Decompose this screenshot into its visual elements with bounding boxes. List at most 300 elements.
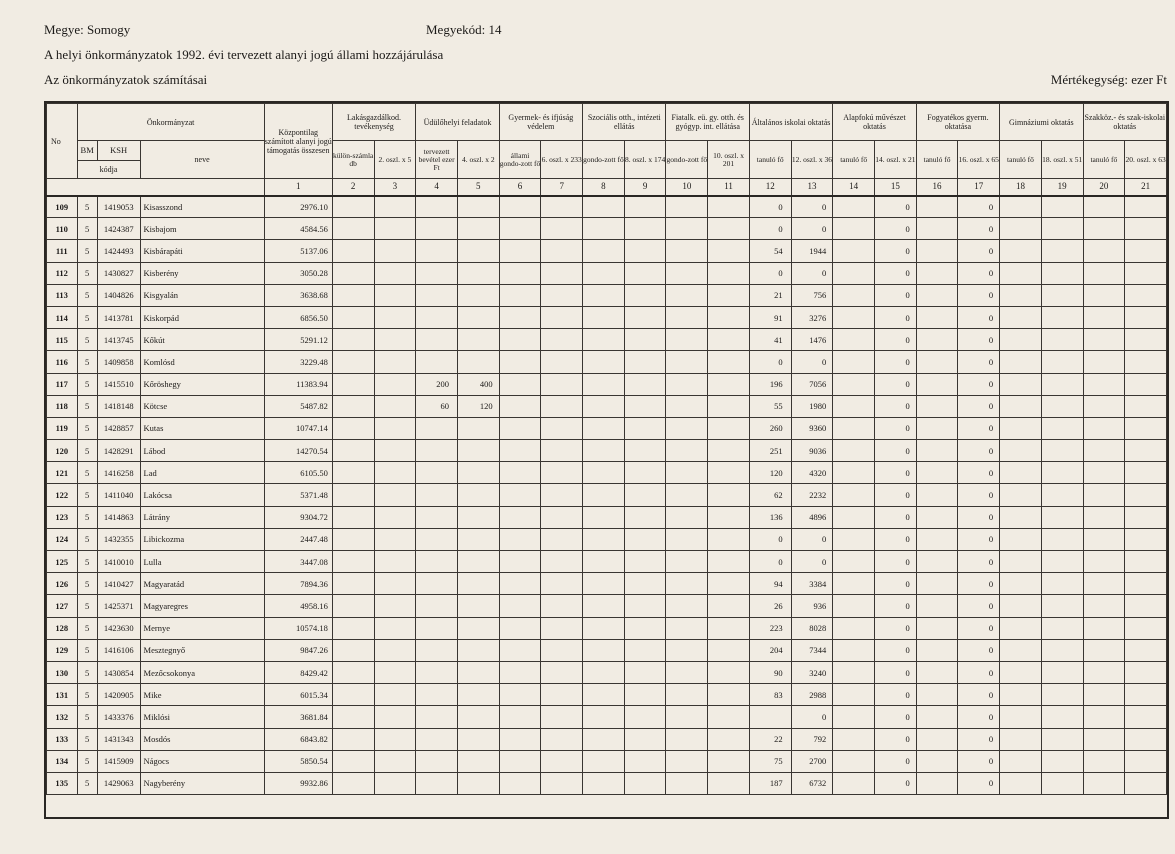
cell-c14 xyxy=(833,329,875,351)
row-number: 118 xyxy=(47,395,78,417)
row-number: 123 xyxy=(47,506,78,528)
row-number: 127 xyxy=(47,595,78,617)
cell-c13: 756 xyxy=(791,284,833,306)
cell-c6 xyxy=(499,750,541,772)
cell-c13: 1476 xyxy=(791,329,833,351)
cell-c9 xyxy=(624,506,666,528)
header-number-blank xyxy=(47,179,265,196)
cell-c13: 8028 xyxy=(791,617,833,639)
cell-c12: 0 xyxy=(749,351,791,373)
cell-c16 xyxy=(916,772,958,794)
cell-c21 xyxy=(1125,351,1167,373)
cell-c4 xyxy=(416,196,458,218)
cell-c21 xyxy=(1125,462,1167,484)
cell-c5 xyxy=(457,506,499,528)
cell-c7 xyxy=(541,417,583,439)
cell-c21 xyxy=(1125,440,1167,462)
cell-c3 xyxy=(374,528,416,550)
municipality-name: Lábod xyxy=(140,440,264,462)
cell-c17: 0 xyxy=(958,506,1000,528)
cell-c21 xyxy=(1125,484,1167,506)
cell-c4 xyxy=(416,617,458,639)
cell-c14 xyxy=(833,528,875,550)
cell-c5 xyxy=(457,639,499,661)
cell-c8 xyxy=(583,706,625,728)
cell-c19 xyxy=(1041,329,1083,351)
bm-code: 5 xyxy=(77,373,97,395)
ksh-code: 1404826 xyxy=(97,284,140,306)
cell-c17: 0 xyxy=(958,772,1000,794)
cell-c10 xyxy=(666,706,708,728)
cell-c13: 792 xyxy=(791,728,833,750)
cell-c16 xyxy=(916,639,958,661)
cell-c17: 0 xyxy=(958,573,1000,595)
table-row xyxy=(47,684,1167,706)
header-kozponti: Központilag számított alanyi jogú támogatás összesen xyxy=(264,104,332,179)
cell-c14 xyxy=(833,306,875,328)
ksh-code: 1419053 xyxy=(97,196,140,218)
header-sub: gondo-zott fő xyxy=(666,141,708,179)
bm-code: 5 xyxy=(77,351,97,373)
cell-c17: 0 xyxy=(958,706,1000,728)
cell-c6 xyxy=(499,639,541,661)
cell-c20 xyxy=(1083,351,1125,373)
cell-c20 xyxy=(1083,595,1125,617)
cell-c13: 1980 xyxy=(791,395,833,417)
cell-c20 xyxy=(1083,329,1125,351)
header-column-number: 20 xyxy=(1083,179,1125,196)
data-table-frame xyxy=(44,101,1169,819)
cell-c9 xyxy=(624,706,666,728)
cell-c9 xyxy=(624,329,666,351)
cell-c20 xyxy=(1083,373,1125,395)
cell-c13: 7344 xyxy=(791,639,833,661)
cell-c7 xyxy=(541,595,583,617)
header-column-number: 10 xyxy=(666,179,708,196)
cell-c17: 0 xyxy=(958,484,1000,506)
cell-c2 xyxy=(332,284,374,306)
header-sub: 8. oszl. x 174 xyxy=(624,141,666,179)
cell-c8 xyxy=(583,684,625,706)
cell-c6 xyxy=(499,329,541,351)
cell-c13: 3384 xyxy=(791,573,833,595)
cell-c6 xyxy=(499,240,541,262)
table-row xyxy=(47,706,1167,728)
row-number: 117 xyxy=(47,373,78,395)
cell-c5: 120 xyxy=(457,395,499,417)
cell-c17: 0 xyxy=(958,661,1000,683)
cell-c14 xyxy=(833,573,875,595)
ksh-code: 1430827 xyxy=(97,262,140,284)
cell-c11 xyxy=(708,661,750,683)
row-number: 114 xyxy=(47,306,78,328)
ksh-code: 1424493 xyxy=(97,240,140,262)
cell-c8 xyxy=(583,528,625,550)
table-row xyxy=(47,329,1167,351)
cell-c12: 21 xyxy=(749,284,791,306)
table-row xyxy=(47,440,1167,462)
header-column-number: 2 xyxy=(332,179,374,196)
cell-c16 xyxy=(916,329,958,351)
header-sub: 18. oszl. x 51 xyxy=(1041,141,1083,179)
cell-c10 xyxy=(666,196,708,218)
cell-c7 xyxy=(541,240,583,262)
cell-c2 xyxy=(332,573,374,595)
cell-c15: 0 xyxy=(875,484,917,506)
cell-c17: 0 xyxy=(958,728,1000,750)
cell-c11 xyxy=(708,772,750,794)
table-row xyxy=(47,395,1167,417)
cell-c4 xyxy=(416,240,458,262)
cell-c5 xyxy=(457,595,499,617)
cell-c9 xyxy=(624,750,666,772)
cell-c5 xyxy=(457,661,499,683)
cell-c21 xyxy=(1125,306,1167,328)
cell-c16 xyxy=(916,306,958,328)
cell-c14 xyxy=(833,551,875,573)
cell-c7 xyxy=(541,218,583,240)
row-number: 111 xyxy=(47,240,78,262)
bm-code: 5 xyxy=(77,750,97,772)
cell-c9 xyxy=(624,484,666,506)
cell-c4 xyxy=(416,528,458,550)
cell-c4: 200 xyxy=(416,373,458,395)
cell-c20 xyxy=(1083,306,1125,328)
header-sub: 10. oszl. x 201 xyxy=(708,141,750,179)
total-support: 3229.48 xyxy=(264,351,332,373)
cell-c13: 0 xyxy=(791,196,833,218)
table-row xyxy=(47,306,1167,328)
cell-c12: 196 xyxy=(749,373,791,395)
cell-c7 xyxy=(541,196,583,218)
ksh-code: 1431343 xyxy=(97,728,140,750)
table-row xyxy=(47,639,1167,661)
cell-c6 xyxy=(499,772,541,794)
table-row xyxy=(47,284,1167,306)
cell-c15: 0 xyxy=(875,661,917,683)
cell-c14 xyxy=(833,595,875,617)
municipality-name: Kisbárapáti xyxy=(140,240,264,262)
cell-c21 xyxy=(1125,728,1167,750)
row-number: 109 xyxy=(47,196,78,218)
municipality-name: Magyaratád xyxy=(140,573,264,595)
municipality-name: Kőkút xyxy=(140,329,264,351)
municipality-name: Látrány xyxy=(140,506,264,528)
cell-c9 xyxy=(624,417,666,439)
cell-c2 xyxy=(332,750,374,772)
cell-c7 xyxy=(541,661,583,683)
cell-c12: 90 xyxy=(749,661,791,683)
cell-c14 xyxy=(833,617,875,639)
cell-c6 xyxy=(499,573,541,595)
cell-c6 xyxy=(499,417,541,439)
cell-c7 xyxy=(541,639,583,661)
table-row xyxy=(47,617,1167,639)
cell-c14 xyxy=(833,462,875,484)
cell-c7 xyxy=(541,684,583,706)
cell-c2 xyxy=(332,240,374,262)
cell-c11 xyxy=(708,262,750,284)
cell-c20 xyxy=(1083,284,1125,306)
cell-c11 xyxy=(708,617,750,639)
cell-c12: 91 xyxy=(749,306,791,328)
cell-c16 xyxy=(916,595,958,617)
cell-c13: 4320 xyxy=(791,462,833,484)
cell-c6 xyxy=(499,262,541,284)
cell-c3 xyxy=(374,462,416,484)
cell-c20 xyxy=(1083,417,1125,439)
cell-c16 xyxy=(916,728,958,750)
bm-code: 5 xyxy=(77,417,97,439)
ksh-code: 1415510 xyxy=(97,373,140,395)
cell-c12: 0 xyxy=(749,218,791,240)
cell-c14 xyxy=(833,728,875,750)
total-support: 10574.18 xyxy=(264,617,332,639)
ksh-code: 1428291 xyxy=(97,440,140,462)
cell-c17: 0 xyxy=(958,528,1000,550)
total-support: 5487.82 xyxy=(264,395,332,417)
cell-c2 xyxy=(332,528,374,550)
cell-c21 xyxy=(1125,284,1167,306)
cell-c21 xyxy=(1125,329,1167,351)
cell-c12: 187 xyxy=(749,772,791,794)
cell-c2 xyxy=(332,440,374,462)
cell-c21 xyxy=(1125,240,1167,262)
cell-c5 xyxy=(457,284,499,306)
cell-c10 xyxy=(666,661,708,683)
cell-c4 xyxy=(416,484,458,506)
cell-c21 xyxy=(1125,218,1167,240)
table-row xyxy=(47,196,1167,218)
cell-c5 xyxy=(457,462,499,484)
table-row xyxy=(47,484,1167,506)
cell-c18 xyxy=(1000,573,1042,595)
cell-c14 xyxy=(833,417,875,439)
cell-c5 xyxy=(457,551,499,573)
table-row xyxy=(47,728,1167,750)
cell-c6 xyxy=(499,351,541,373)
cell-c10 xyxy=(666,551,708,573)
cell-c11 xyxy=(708,284,750,306)
cell-c15: 0 xyxy=(875,262,917,284)
cell-c12: 94 xyxy=(749,573,791,595)
row-number: 131 xyxy=(47,684,78,706)
cell-c14 xyxy=(833,639,875,661)
cell-c15: 0 xyxy=(875,196,917,218)
document-subtitle: Az önkormányzatok számításai xyxy=(44,72,208,87)
cell-c16 xyxy=(916,684,958,706)
ksh-code: 1416106 xyxy=(97,639,140,661)
cell-c4 xyxy=(416,639,458,661)
cell-c2 xyxy=(332,196,374,218)
header-column-number: 11 xyxy=(708,179,750,196)
cell-c20 xyxy=(1083,262,1125,284)
cell-c14 xyxy=(833,395,875,417)
cell-c3 xyxy=(374,573,416,595)
cell-c4 xyxy=(416,750,458,772)
municipality-name: Kiskorpád xyxy=(140,306,264,328)
ksh-code: 1414863 xyxy=(97,506,140,528)
cell-c3 xyxy=(374,284,416,306)
cell-c2 xyxy=(332,595,374,617)
cell-c20 xyxy=(1083,639,1125,661)
cell-c20 xyxy=(1083,528,1125,550)
cell-c20 xyxy=(1083,573,1125,595)
total-support: 9304.72 xyxy=(264,506,332,528)
cell-c11 xyxy=(708,196,750,218)
cell-c13: 0 xyxy=(791,218,833,240)
cell-c8 xyxy=(583,484,625,506)
header-column-number: 19 xyxy=(1041,179,1083,196)
row-number: 119 xyxy=(47,417,78,439)
cell-c4 xyxy=(416,306,458,328)
cell-c5 xyxy=(457,484,499,506)
cell-c16 xyxy=(916,750,958,772)
cell-c8 xyxy=(583,262,625,284)
municipality-name: Mernye xyxy=(140,617,264,639)
municipality-name: Nagyberény xyxy=(140,772,264,794)
bm-code: 5 xyxy=(77,617,97,639)
cell-c7 xyxy=(541,262,583,284)
header-sub: tanuló fő xyxy=(916,141,958,179)
cell-c8 xyxy=(583,373,625,395)
municipality-name: Kisasszond xyxy=(140,196,264,218)
cell-c12: 83 xyxy=(749,684,791,706)
cell-c7 xyxy=(541,284,583,306)
cell-c11 xyxy=(708,417,750,439)
cell-c19 xyxy=(1041,573,1083,595)
cell-c2 xyxy=(332,373,374,395)
cell-c16 xyxy=(916,373,958,395)
total-support: 4958.16 xyxy=(264,595,332,617)
cell-c21 xyxy=(1125,684,1167,706)
cell-c17: 0 xyxy=(958,395,1000,417)
ksh-code: 1428857 xyxy=(97,417,140,439)
header-column-number: 7 xyxy=(541,179,583,196)
cell-c6 xyxy=(499,684,541,706)
cell-c7 xyxy=(541,373,583,395)
cell-c12: 0 xyxy=(749,551,791,573)
header-sub: 20. oszl. x 63 xyxy=(1125,141,1167,179)
cell-c6 xyxy=(499,617,541,639)
cell-c12: 62 xyxy=(749,484,791,506)
cell-c14 xyxy=(833,484,875,506)
cell-c13: 3240 xyxy=(791,661,833,683)
table-body xyxy=(47,196,1167,795)
cell-c7 xyxy=(541,506,583,528)
cell-c21 xyxy=(1125,706,1167,728)
table-row xyxy=(47,218,1167,240)
header-group: Fogyatékos gyerm. oktatása xyxy=(916,104,999,141)
cell-c20 xyxy=(1083,440,1125,462)
cell-c20 xyxy=(1083,462,1125,484)
cell-c8 xyxy=(583,728,625,750)
cell-c7 xyxy=(541,528,583,550)
cell-c19 xyxy=(1041,218,1083,240)
municipality-name: Magyaregres xyxy=(140,595,264,617)
cell-c12: 223 xyxy=(749,617,791,639)
cell-c20 xyxy=(1083,661,1125,683)
cell-c19 xyxy=(1041,196,1083,218)
cell-c9 xyxy=(624,573,666,595)
cell-c2 xyxy=(332,351,374,373)
cell-c8 xyxy=(583,551,625,573)
cell-c18 xyxy=(1000,684,1042,706)
cell-c3 xyxy=(374,351,416,373)
cell-c13: 0 xyxy=(791,262,833,284)
cell-c8 xyxy=(583,351,625,373)
municipality-name: Mezőcsokonya xyxy=(140,661,264,683)
cell-c18 xyxy=(1000,440,1042,462)
cell-c2 xyxy=(332,706,374,728)
cell-c20 xyxy=(1083,506,1125,528)
cell-c8 xyxy=(583,462,625,484)
cell-c19 xyxy=(1041,351,1083,373)
row-number: 124 xyxy=(47,528,78,550)
cell-c14 xyxy=(833,373,875,395)
cell-c13: 0 xyxy=(791,551,833,573)
cell-c21 xyxy=(1125,595,1167,617)
header-column-number: 14 xyxy=(833,179,875,196)
cell-c3 xyxy=(374,728,416,750)
table-row xyxy=(47,262,1167,284)
cell-c10 xyxy=(666,306,708,328)
cell-c18 xyxy=(1000,617,1042,639)
row-number: 126 xyxy=(47,573,78,595)
cell-c17: 0 xyxy=(958,617,1000,639)
cell-c7 xyxy=(541,728,583,750)
ksh-code: 1410427 xyxy=(97,573,140,595)
cell-c16 xyxy=(916,218,958,240)
row-number: 116 xyxy=(47,351,78,373)
cell-c9 xyxy=(624,373,666,395)
cell-c9 xyxy=(624,595,666,617)
header-column-number: 5 xyxy=(457,179,499,196)
cell-c4 xyxy=(416,329,458,351)
cell-c12: 22 xyxy=(749,728,791,750)
cell-c19 xyxy=(1041,706,1083,728)
total-support: 6015.34 xyxy=(264,684,332,706)
cell-c8 xyxy=(583,417,625,439)
cell-c2 xyxy=(332,484,374,506)
cell-c10 xyxy=(666,484,708,506)
ksh-code: 1429063 xyxy=(97,772,140,794)
table-row xyxy=(47,573,1167,595)
cell-c13: 7056 xyxy=(791,373,833,395)
cell-c19 xyxy=(1041,417,1083,439)
cell-c19 xyxy=(1041,240,1083,262)
cell-c2 xyxy=(332,417,374,439)
cell-c20 xyxy=(1083,218,1125,240)
ksh-code: 1418148 xyxy=(97,395,140,417)
cell-c11 xyxy=(708,728,750,750)
cell-c19 xyxy=(1041,462,1083,484)
cell-c2 xyxy=(332,329,374,351)
cell-c15: 0 xyxy=(875,462,917,484)
cell-c15: 0 xyxy=(875,728,917,750)
cell-c12: 54 xyxy=(749,240,791,262)
table-row xyxy=(47,528,1167,550)
cell-c19 xyxy=(1041,595,1083,617)
header-group: Lakásgazdálkod. tevékenység xyxy=(332,104,415,141)
cell-c12: 0 xyxy=(749,528,791,550)
cell-c2 xyxy=(332,661,374,683)
cell-c8 xyxy=(583,661,625,683)
unit-label: Mértékegység: ezer Ft xyxy=(1050,72,1167,87)
total-support: 10747.14 xyxy=(264,417,332,439)
cell-c3 xyxy=(374,440,416,462)
cell-c13: 9036 xyxy=(791,440,833,462)
